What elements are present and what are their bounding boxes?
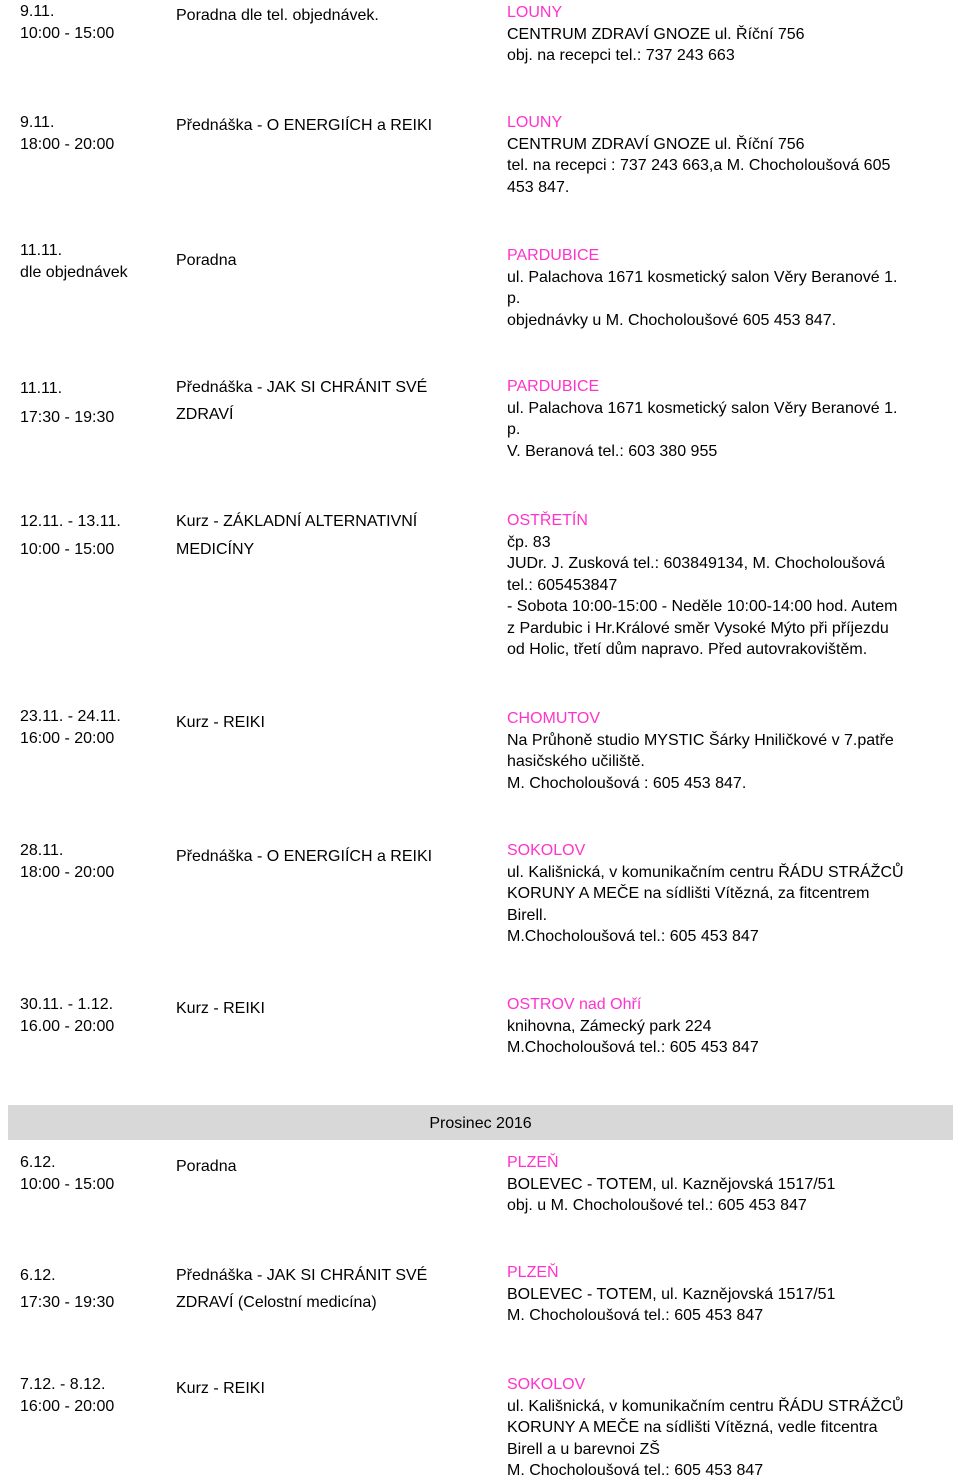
event-detail-line: z Pardubic i Hr.Králové směr Vysoké Mýto při příjezdu xyxy=(507,619,889,637)
event-title-line: ZDRAVÍ (Celostní medicína) xyxy=(176,1294,377,1311)
event-title-line: Poradna xyxy=(176,252,237,269)
event-title xyxy=(176,844,476,870)
event-title xyxy=(176,113,476,139)
event-title-line: Poradna dle tel. objednávek. xyxy=(176,7,379,24)
event-date xyxy=(20,994,165,1038)
event-date-line: 30.11. - 1.12. xyxy=(20,996,114,1013)
event-time-line: 10:00 - 15:00 xyxy=(20,541,115,558)
event-city: CHOMUTOV xyxy=(507,710,601,727)
month-header-bar xyxy=(8,1105,953,1140)
event-detail-line: ul. Kališnická, v komunikačním centru ŘÁDU STRÁŽCŮ xyxy=(507,863,904,881)
event-detail-line: M. Chocholoušová tel.: 605 453 847 xyxy=(507,1462,764,1479)
event-title xyxy=(176,710,476,736)
event-title-line: Přednáška - O ENERGIÍCH a REIKI xyxy=(176,848,433,865)
event-time-line: 10:00 - 15:00 xyxy=(20,25,115,42)
event-detail-line: hasičského učiliště. xyxy=(507,753,645,770)
event-detail-line: p. xyxy=(507,290,521,307)
event-location xyxy=(507,510,955,661)
event-date xyxy=(20,1152,165,1196)
event-date xyxy=(20,508,165,564)
event-detail-line: ul. Kališnická, v komunikačním centru ŘÁDU STRÁŽCŮ xyxy=(507,1397,904,1415)
event-title-line: ZDRAVÍ xyxy=(176,406,234,423)
event-date xyxy=(20,706,165,750)
event-title-line: Přednáška - JAK SI CHRÁNIT SVÉ xyxy=(176,379,428,396)
event-title xyxy=(176,1376,476,1402)
event-detail-line: tel.: 605453847 xyxy=(507,576,618,594)
event-city: PARDUBICE xyxy=(507,247,600,264)
event-title-line: Kurz - ZÁKLADNÍ ALTERNATIVNÍ xyxy=(176,513,418,530)
event-location xyxy=(507,112,955,198)
event-location xyxy=(507,2,955,67)
event-detail-line: od Holic, třetí dům napravo. Před autovrakovištěm. xyxy=(507,641,868,658)
event-title xyxy=(176,1154,476,1180)
event-city: PLZEŇ xyxy=(507,1264,559,1281)
event-date xyxy=(20,374,165,432)
event-detail-line: obj. na recepci tel.: 737 243 663 xyxy=(507,47,735,64)
event-date-line: 23.11. - 24.11. xyxy=(20,708,121,725)
event-time-line: 18:00 - 20:00 xyxy=(20,136,115,153)
event-date xyxy=(20,1374,165,1418)
event-time-line: 16:00 - 20:00 xyxy=(20,1398,115,1415)
event-time-line: 10:00 - 15:00 xyxy=(20,1176,115,1193)
event-city: PLZEŇ xyxy=(507,1154,559,1171)
event-location xyxy=(507,1152,955,1217)
event-detail-line: čp. 83 xyxy=(507,533,551,551)
event-location xyxy=(507,1262,955,1327)
event-title xyxy=(176,996,476,1022)
event-location xyxy=(507,376,955,462)
event-time-line: 16:00 - 20:00 xyxy=(20,730,115,747)
event-time-line: 17:30 - 19:30 xyxy=(20,1294,115,1311)
event-title xyxy=(176,3,476,29)
event-detail-line: objednávky u M. Chocholoušové 605 453 847. xyxy=(507,311,837,329)
event-title-line: Kurz - REIKI xyxy=(176,714,265,731)
event-detail-line: - Sobota 10:00-15:00 - Neděle 10:00-14:00 hod. Autem xyxy=(507,598,898,615)
event-date-line: 9.11. xyxy=(20,114,55,131)
event-detail-line: BOLEVEC - TOTEM, ul. Kaznějovská 1517/51 xyxy=(507,1175,836,1193)
event-title xyxy=(176,374,476,428)
event-detail-line: obj. u M. Chocholoušové tel.: 605 453 847 xyxy=(507,1197,807,1214)
event-title xyxy=(176,1262,476,1316)
event-location xyxy=(507,1374,955,1482)
event-detail-line: JUDr. J. Zusková tel.: 603849134, M. Chocholoušová xyxy=(507,555,885,572)
event-detail-line: Birell a u barevnoi ZŠ xyxy=(507,1440,660,1458)
event-time-line: 16.00 - 20:00 xyxy=(20,1018,115,1035)
event-date-line: 28.11. xyxy=(20,842,64,859)
event-detail-line: Na Průhoně studio MYSTIC Šárky Hniličkové v 7.patře xyxy=(507,731,894,749)
event-detail-line: KORUNY A MEČE na sídlišti Vítězná, vedle fitcentra xyxy=(507,1419,878,1436)
event-detail-line: tel. na recepci : 737 243 663,a M. Chocholoušová 605 xyxy=(507,157,891,174)
event-city: SOKOLOV xyxy=(507,1376,586,1393)
event-city: LOUNY xyxy=(507,4,563,21)
event-detail-line: knihovna, Zámecký park 224 xyxy=(507,1017,712,1035)
event-date-line: 11.11. xyxy=(20,380,63,397)
event-location xyxy=(507,708,955,794)
event-title xyxy=(176,508,476,564)
event-detail-line: M.Chocholoušová tel.: 605 453 847 xyxy=(507,1039,759,1056)
event-detail-line: CENTRUM ZDRAVÍ GNOZE ul. Říční 756 xyxy=(507,135,805,153)
event-title-line: Kurz - REIKI xyxy=(176,1000,265,1017)
event-time-line: 18:00 - 20:00 xyxy=(20,864,115,881)
event-date-line: 9.11. xyxy=(20,3,55,20)
event-city: SOKOLOV xyxy=(507,842,586,859)
event-title-line: Přednáška - O ENERGIÍCH a REIKI xyxy=(176,117,433,134)
event-date-line: 6.12. xyxy=(20,1154,56,1171)
event-detail-line: CENTRUM ZDRAVÍ GNOZE ul. Říční 756 xyxy=(507,25,805,43)
event-title xyxy=(176,248,476,274)
event-date-line: 11.11. xyxy=(20,242,63,259)
event-date-line: 6.12. xyxy=(20,1267,56,1284)
event-time-line: dle objednávek xyxy=(20,264,128,281)
event-detail-line: p. xyxy=(507,421,521,438)
event-detail-line: BOLEVEC - TOTEM, ul. Kaznějovská 1517/51 xyxy=(507,1285,836,1303)
event-detail-line: M. Chocholoušová tel.: 605 453 847 xyxy=(507,1307,764,1324)
event-date-line: 12.11. - 13.11. xyxy=(20,513,121,530)
event-date xyxy=(20,840,165,884)
event-detail-line: 453 847. xyxy=(507,178,570,196)
event-date xyxy=(20,1,165,45)
event-detail-line: ul. Palachova 1671 kosmetický salon Věry Beranové 1. xyxy=(507,399,898,417)
event-date-line: 7.12. - 8.12. xyxy=(20,1376,106,1393)
event-detail-line: KORUNY A MEČE na sídlišti Vítězná, za fitcentrem xyxy=(507,885,870,902)
event-time-line: 17:30 - 19:30 xyxy=(20,409,115,426)
event-date xyxy=(20,112,165,156)
month-header: Prosinec 2016 xyxy=(429,1115,532,1132)
event-title-line: MEDICÍNY xyxy=(176,541,255,558)
event-detail-line: Birell. xyxy=(507,906,548,924)
event-city: OSTŘETÍN xyxy=(507,512,588,529)
event-detail-line: V. Beranová tel.: 603 380 955 xyxy=(507,442,718,460)
event-date xyxy=(20,1262,165,1316)
event-city: LOUNY xyxy=(507,114,563,131)
event-city: OSTROV nad Ohří xyxy=(507,996,642,1013)
event-location xyxy=(507,245,955,331)
event-title-line: Poradna xyxy=(176,1158,237,1175)
event-detail-line: M. Chocholoušová : 605 453 847. xyxy=(507,774,747,792)
event-location xyxy=(507,840,955,948)
event-location xyxy=(507,994,955,1059)
event-city: PARDUBICE xyxy=(507,378,600,395)
event-detail-line: ul. Palachova 1671 kosmetický salon Věry Beranové 1. xyxy=(507,268,898,286)
event-title-line: Přednáška - JAK SI CHRÁNIT SVÉ xyxy=(176,1267,428,1284)
event-title-line: Kurz - REIKI xyxy=(176,1380,265,1397)
event-date xyxy=(20,240,165,284)
event-detail-line: M.Chocholoušová tel.: 605 453 847 xyxy=(507,928,759,945)
